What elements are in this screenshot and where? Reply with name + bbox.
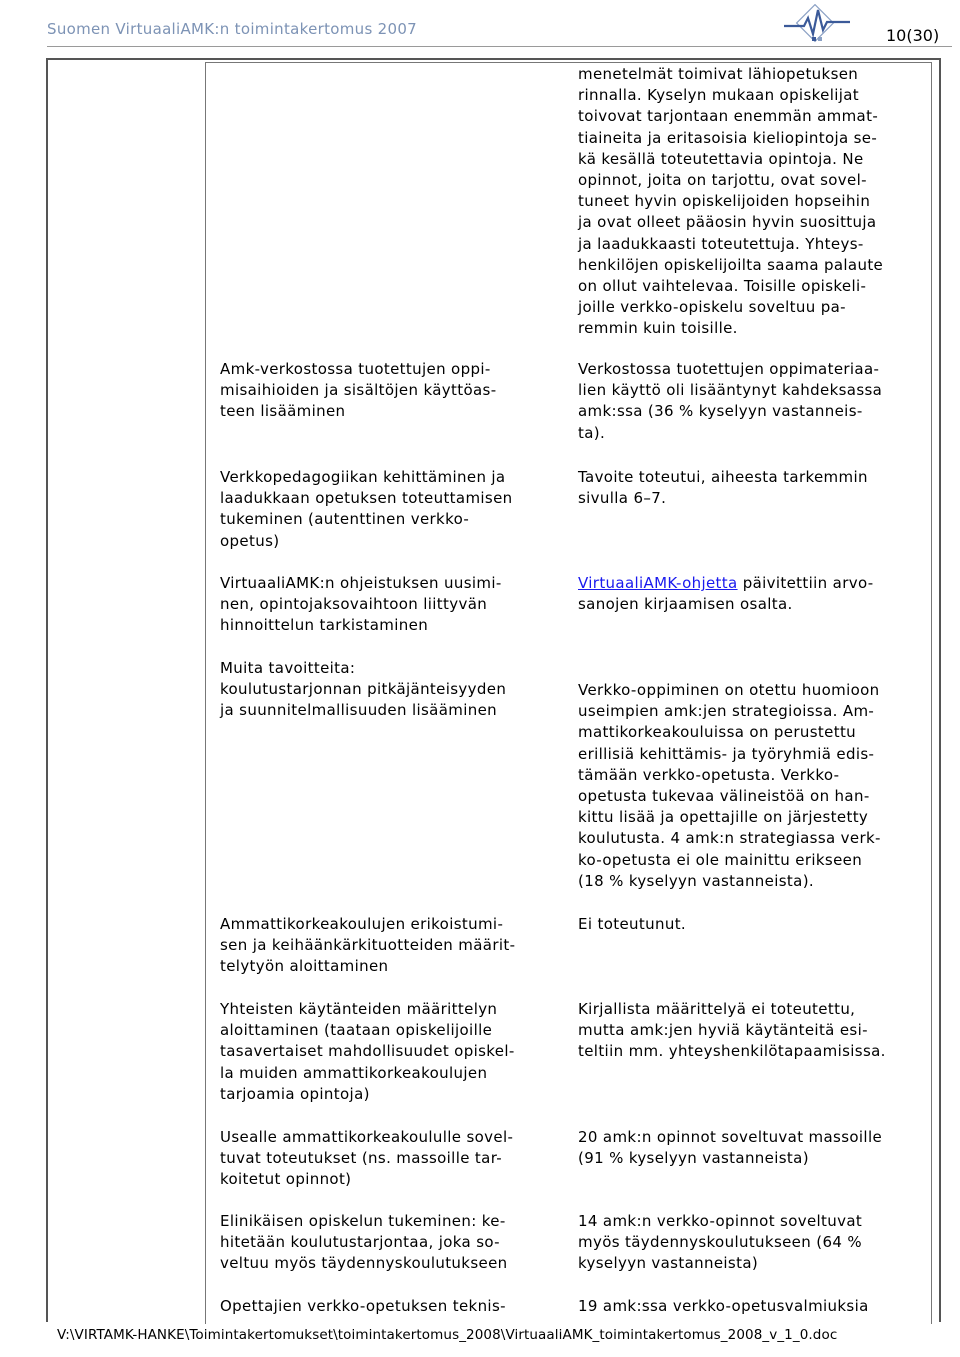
goal-4: Muita tavoitteita: koulutustarjonnan pitkäjänteisyyden ja suunnitelmallisuuden lisääminen <box>220 659 507 720</box>
goal-2: Verkkopedagogiikan kehittäminen ja laadukkaan opetuksen toteuttamisen tukeminen (autenttinen verkko- opetus) <box>220 468 513 550</box>
goal-9: Opettajien verkko-opetuksen teknis- <box>220 1297 506 1315</box>
result-4: Verkko-oppiminen on otettu huomioon useimpien amk:jen strategioissa. Am- mattikorkeakouluissa on perustettu erillisiä kehittämis- ja työryhmiä edis- tämään verkko-opetusta. Verkko- opetusta tukevaa välineistöä on han- kittu lisää ja opettajille on järjestetty koulutusta. 4 amk:n strategiassa verk- ko-opetusta ei ole mainittu erikseen (18 % kyselyyn vastanneista). <box>578 681 881 890</box>
goal-6: Yhteisten käytänteiden määrittelyn aloittaminen (taataan opiskelijoille tasavertaiset mahdollisuudet opiskel- la muiden ammattikorkeakoulujen tarjoamia opintoja) <box>220 1000 515 1103</box>
virtuaaliamk-ohje-link[interactable]: VirtuaaliAMK-ohjetta <box>578 574 738 592</box>
result-8: 14 amk:n verkko-opinnot soveltuvat myös täydennyskoulutukseen (64 % kyselyyn vastanneista) <box>578 1212 863 1273</box>
goal-7: Usealle ammattikorkeakoululle sovel- tuvat toteutukset (ns. massoille tar- koitetut opinnot) <box>220 1128 514 1189</box>
continued-result-text: menetelmät toimivat lähiopetuksen rinnalla. Kyselyn mukaan opiskelijat toivovat tarjontaan enemmän ammat- tiaineita ja eritasoisia kieliopintoja se- kä kesällä toteutettavia opintoja. Ne opinnot, joita on tarjottu, ovat sovel- tuneet hyvin opiskelijoiden hopseihin ja ovat olleet pääosin hyvin suosittuja ja laadukkaasti toteutettuja. Yhteys- henkilöjen opiskelijoilta saama palaute on ollut vaihtelevaa. Toisille opiskeli- joille verkko-opiskelu soveltuu pa- remmin kuin toisille. <box>578 65 884 338</box>
goal-3: VirtuaaliAMK:n ohjeistuksen uusimi- nen, opintojaksovaihtoon liittyvän hinnoittelun tarkistaminen <box>220 574 502 635</box>
footer-file-path: V:\VIRTAMK-HANKE\Toimintakertomukset\toimintakertomus_2008\VirtuaaliAMK_toimintakertomus_2008_v_1_0.doc <box>57 1327 838 1343</box>
result-3 <box>578 573 928 615</box>
result-2: Tavoite toteutui, aiheesta tarkemmin sivulla 6–7. <box>578 468 868 508</box>
page-header-title: Suomen VirtuaaliAMK:n toimintakertomus 2007 <box>47 20 418 38</box>
goal-1: Amk-verkostossa tuotettujen oppi- misaihioiden ja sisältöjen käyttöas- teen lisääminen <box>220 360 497 421</box>
page-number: 10(30) <box>886 26 940 45</box>
result-5: Ei toteutunut. <box>578 915 687 933</box>
result-7: 20 amk:n opinnot soveltuvat massoille (91 % kyselyyn vastanneista) <box>578 1128 883 1168</box>
goal-8: Elinikäisen opiskelun tukeminen: ke- hitetään koulutustarjontaa, joka so- veltuu myös täydennyskoulutukseen <box>220 1212 508 1273</box>
goal-5: Ammattikorkeakoulujen erikoistumi- sen ja keihäänkärkituotteiden määrit- telytyön aloittaminen <box>220 915 516 976</box>
result-3-text: päivitettiin arvo- sanojen kirjaamisen osalta. <box>578 574 874 614</box>
virtuaaliamk-logo-icon <box>782 4 852 46</box>
result-6: Kirjallista määrittelyä ei toteutettu, mutta amk:jen hyviä käytänteitä esi- teltiin mm. yhteyshenkilötapaamisissa. <box>578 1000 886 1061</box>
table-inner-border-top <box>205 62 932 63</box>
table-inner-border-right <box>931 62 932 1324</box>
result-9: 19 amk:ssa verkko-opetusvalmiuksia <box>578 1297 869 1315</box>
result-1: Verkostossa tuotettujen oppimateriaa- lien käyttö oli lisääntynyt kahdeksassa amk:ssa (36 % kyselyyn vastanneis- ta). <box>578 360 883 442</box>
table-inner-border-left <box>205 62 206 1324</box>
header-rule <box>47 46 952 47</box>
